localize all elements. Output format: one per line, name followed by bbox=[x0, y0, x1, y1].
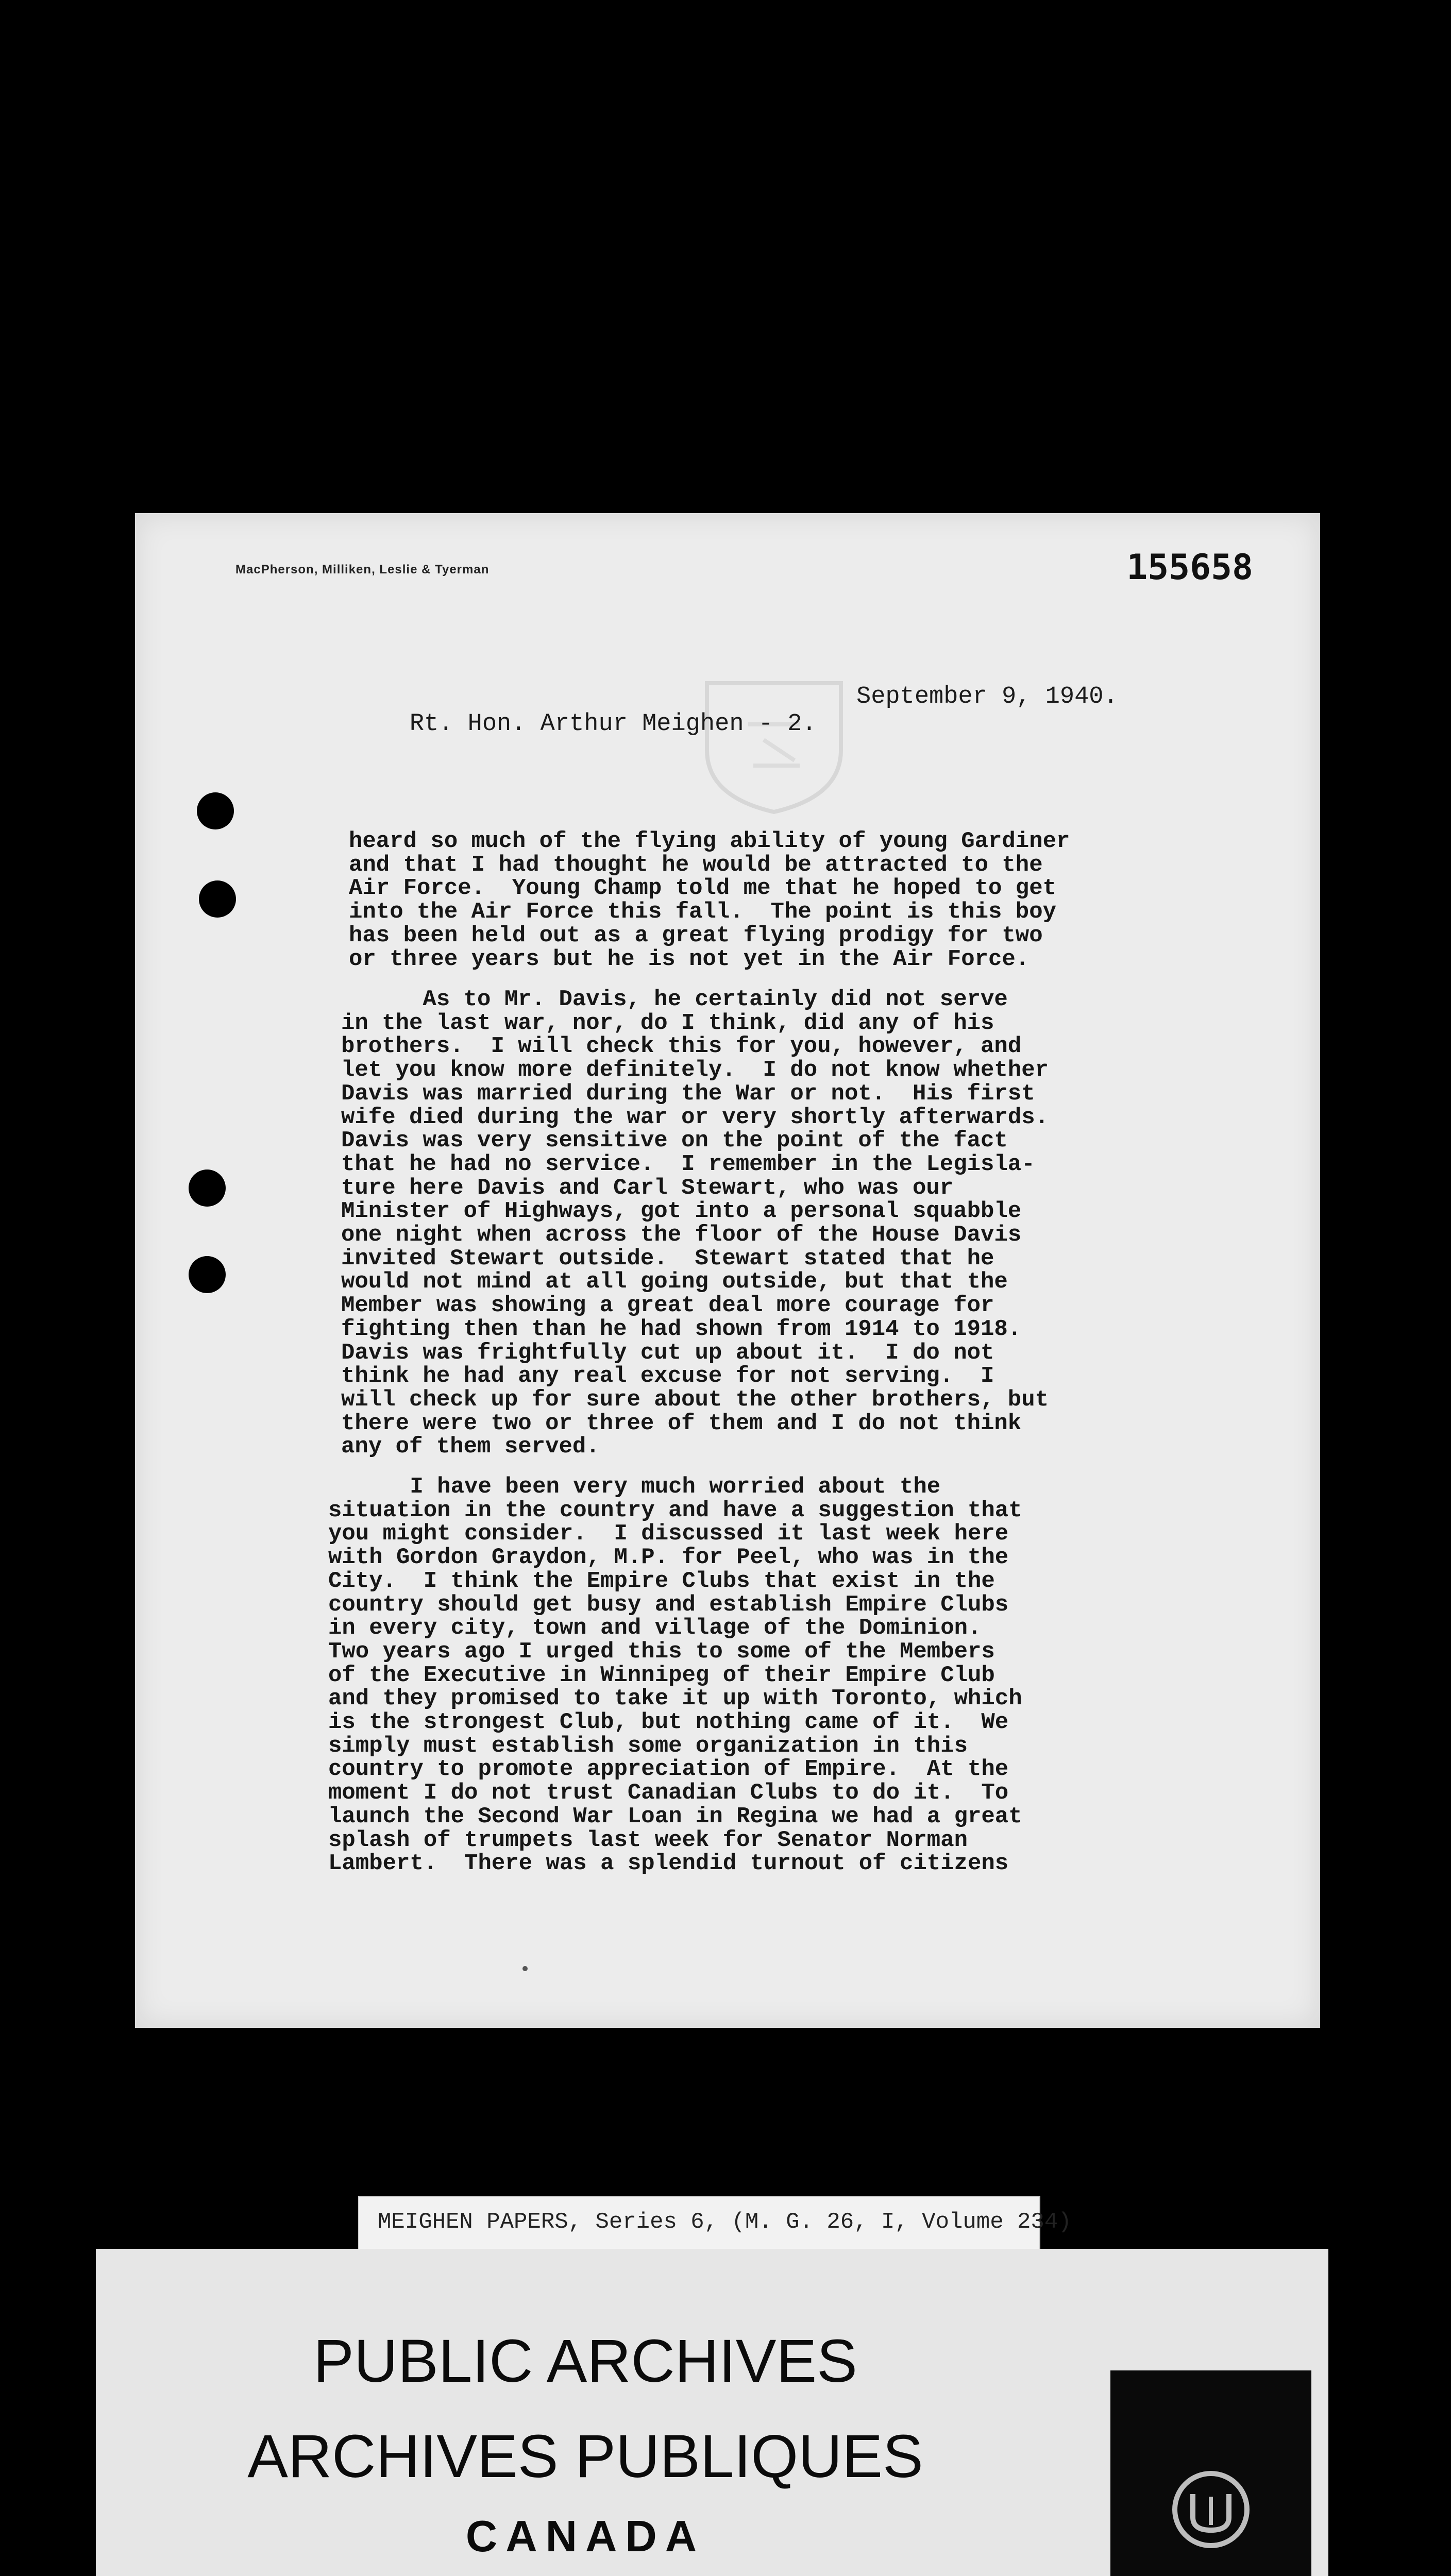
archive-line-3: CANADA bbox=[465, 2512, 705, 2561]
archive-logo-box bbox=[1110, 2370, 1311, 2576]
punch-hole-2 bbox=[199, 880, 236, 918]
punch-hole-3 bbox=[189, 1170, 226, 1207]
document-number: 155658 bbox=[1126, 547, 1253, 588]
paper-smudge bbox=[522, 1966, 528, 1971]
letterhead: MacPherson, Milliken, Leslie & Tyerman bbox=[235, 563, 490, 577]
letter-page bbox=[135, 513, 1320, 2028]
punch-hole-4 bbox=[189, 1256, 226, 1293]
paragraph-2: As to Mr. Davis, he certainly did not serve in the last war, nor, do I think, did any of his brothers. I will check this for you, however, and let you know more definitely. I do not know whether Davis was married during the War or not. His first wife died during the war or very shortly afterwards. Davis was very sensitive on the point of the fact that he had no service. I remember in the Legisla- ture here Davis and Carl Stewart, who was our Minister of Highways, got into a personal squabble one night when across the floor of the House Davis invited Stewart outside. Stewart stated that he would not mind at all going outside, but that the Member was showing a great deal more courage for fighting then than he had shown from 1914 to 1918. Davis was frightfully cut up about it. I do not think he had any real excuse for not serving. I will check up for sure about the other brothers, but there were two or three of them and I do not think any of them served. bbox=[341, 987, 1049, 1460]
archive-label-text: MEIGHEN PAPERS, Series 6, (M. G. 26, I, Volume 234) bbox=[378, 2209, 1072, 2235]
archive-line-1: PUBLIC ARCHIVES bbox=[313, 2327, 857, 2395]
punch-hole-1 bbox=[197, 792, 234, 829]
archive-stamp-card bbox=[96, 2249, 1328, 2576]
archive-volume-label bbox=[358, 2196, 1072, 2252]
page-header-line bbox=[351, 683, 1124, 792]
letter-date: September 9, 1940. bbox=[856, 683, 1118, 710]
paragraph-1: heard so much of the flying ability of young Gardiner and that I had thought he would be attracted to the Air Force. Young Champ told me that he hoped to get into the Air Force this fall. The point is this boy has been held out as a great flying prodigy for two or three years but he is not yet in the Air Force. bbox=[349, 828, 1070, 972]
recipient-page: Rt. Hon. Arthur Meighen - 2. bbox=[409, 710, 817, 738]
archive-line-2: ARCHIVES PUBLIQUES bbox=[247, 2422, 923, 2490]
archives-logo-icon bbox=[1170, 2468, 1252, 2551]
paragraph-3: I have been very much worried about the situation in the country and have a suggestion that you might consider. I discussed it last week here with Gordon Graydon, M.P. for Peel, who was in the City. I think the Empire Clubs that exist in the country should get busy and establish Empire Clubs in every city, town and village of the Dominion. Two years ago I urged this to some of the Members of the Executive in Winnipeg of their Empire Club and they promised to take it up with Toronto, which is the strongest Club, but nothing came of it. We simply must establish some organization in this country to promote appreciation of Empire. At the moment I do not trust Canadian Clubs to do it. To launch the Second War Loan in Regina we had a great splash of trumpets last week for Senator Norman Lambert. There was a splendid turnout of citizens bbox=[328, 1474, 1022, 1877]
